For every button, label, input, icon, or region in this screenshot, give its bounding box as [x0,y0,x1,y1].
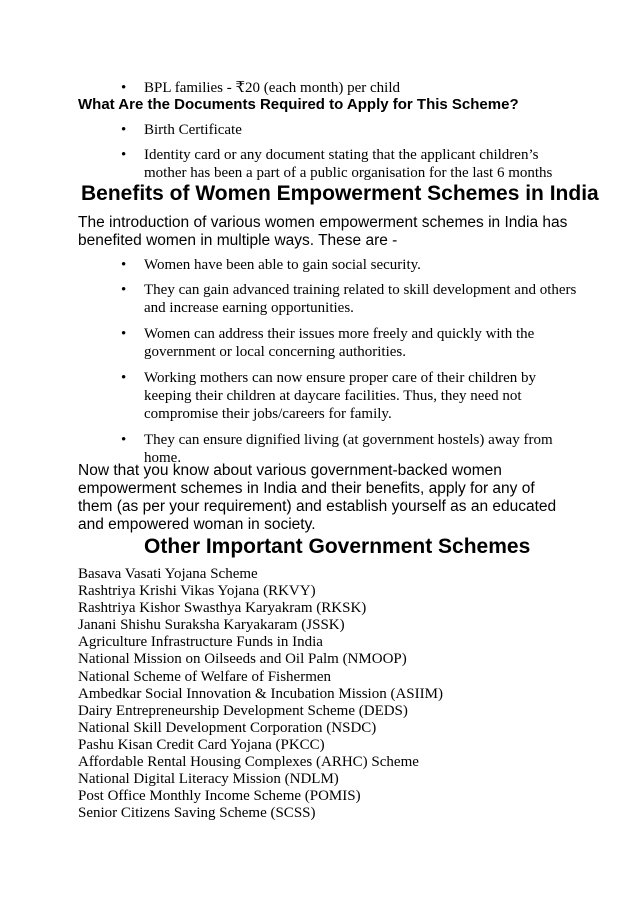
bullet-icon: • [121,122,127,138]
list-item-text: They can gain advanced training related to skill development and others and increase earning opportunities. [144,282,577,316]
list-item [0,325,638,361]
list-item [0,369,638,423]
scheme-item: Janani Shishu Suraksha Karyakaram (JSSK) [78,617,345,634]
bullet-icon: • [121,80,127,96]
scheme-item: Pashu Kisan Credit Card Yojana (PKCC) [78,736,325,753]
list-item-text: Women have been able to gain social security. [144,257,421,273]
list-item-text: Working mothers can now ensure proper care of their children by keeping their children at daycare facilities. Thus, they need not compromise their jobs/careers for family. [144,370,536,422]
bullet-icon: • [121,432,127,448]
scheme-item: Dairy Entrepreneurship Development Scheme (DEDS) [78,702,408,719]
benefits-heading: Benefits of Women Empowerment Schemes in India [81,182,599,205]
list-item [0,79,638,97]
list-item [0,256,638,274]
scheme-item: National Digital Literacy Mission (NDLM) [78,771,339,788]
benefits-conclusion: Now that you know about various government-backed women empowerment schemes in India and their benefits, apply for any of them (as per your requirement) and establish yourself as an educated and empowered woman in society. [78,462,557,533]
list-item-text: Identity card or any document stating that the applicant children’s mother has been a part of a public organisation for the last 6 months [144,147,553,181]
scheme-item: National Scheme of Welfare of Fishermen [78,668,332,685]
scheme-item: National Mission on Oilseeds and Oil Palm (NMOOP) [78,651,407,668]
list-item [0,121,638,139]
fee-list [0,79,638,97]
other-schemes-heading: Other Important Government Schemes [144,535,531,558]
scheme-item: Rashtriya Kishor Swasthya Karyakram (RKSK) [78,600,367,617]
benefits-intro: The introduction of various women empowerment schemes in India has benefited women in multiple ways. These are - [78,214,568,249]
scheme-item: Senior Citizens Saving Scheme (SCSS) [78,805,316,822]
benefits-list [0,256,638,467]
list-item-text: BPL families - ₹20 (each month) per child [144,80,401,96]
bullet-icon: • [121,282,127,298]
other-schemes-list [78,566,443,822]
scheme-item: Basava Vasati Yojana Scheme [78,566,258,582]
bullet-icon: • [121,370,127,386]
list-item [0,146,638,182]
list-item [0,281,638,317]
list-item-text: They can ensure dignified living (at government hostels) away from home. [144,432,553,466]
scheme-item: National Skill Development Corporation (NSDC) [78,719,377,736]
scheme-item: Post Office Monthly Income Scheme (POMIS) [78,788,361,805]
bullet-icon: • [121,147,127,163]
scheme-item: Affordable Rental Housing Complexes (ARHC) Scheme [78,754,419,771]
documents-heading: What Are the Documents Required to Apply for This Scheme? [78,96,519,113]
scheme-item: Ambedkar Social Innovation & Incubation Mission (ASIIM) [78,685,443,702]
scheme-item: Rashtriya Krishi Vikas Yojana (RKVY) [78,583,316,600]
documents-list [0,121,638,182]
list-item-text: Birth Certificate [144,122,242,138]
bullet-icon: • [121,326,127,342]
list-item-text: Women can address their issues more freely and quickly with the government or local concerning authorities. [144,326,535,360]
bullet-icon: • [121,257,127,273]
scheme-item: Agriculture Infrastructure Funds in India [78,634,323,651]
